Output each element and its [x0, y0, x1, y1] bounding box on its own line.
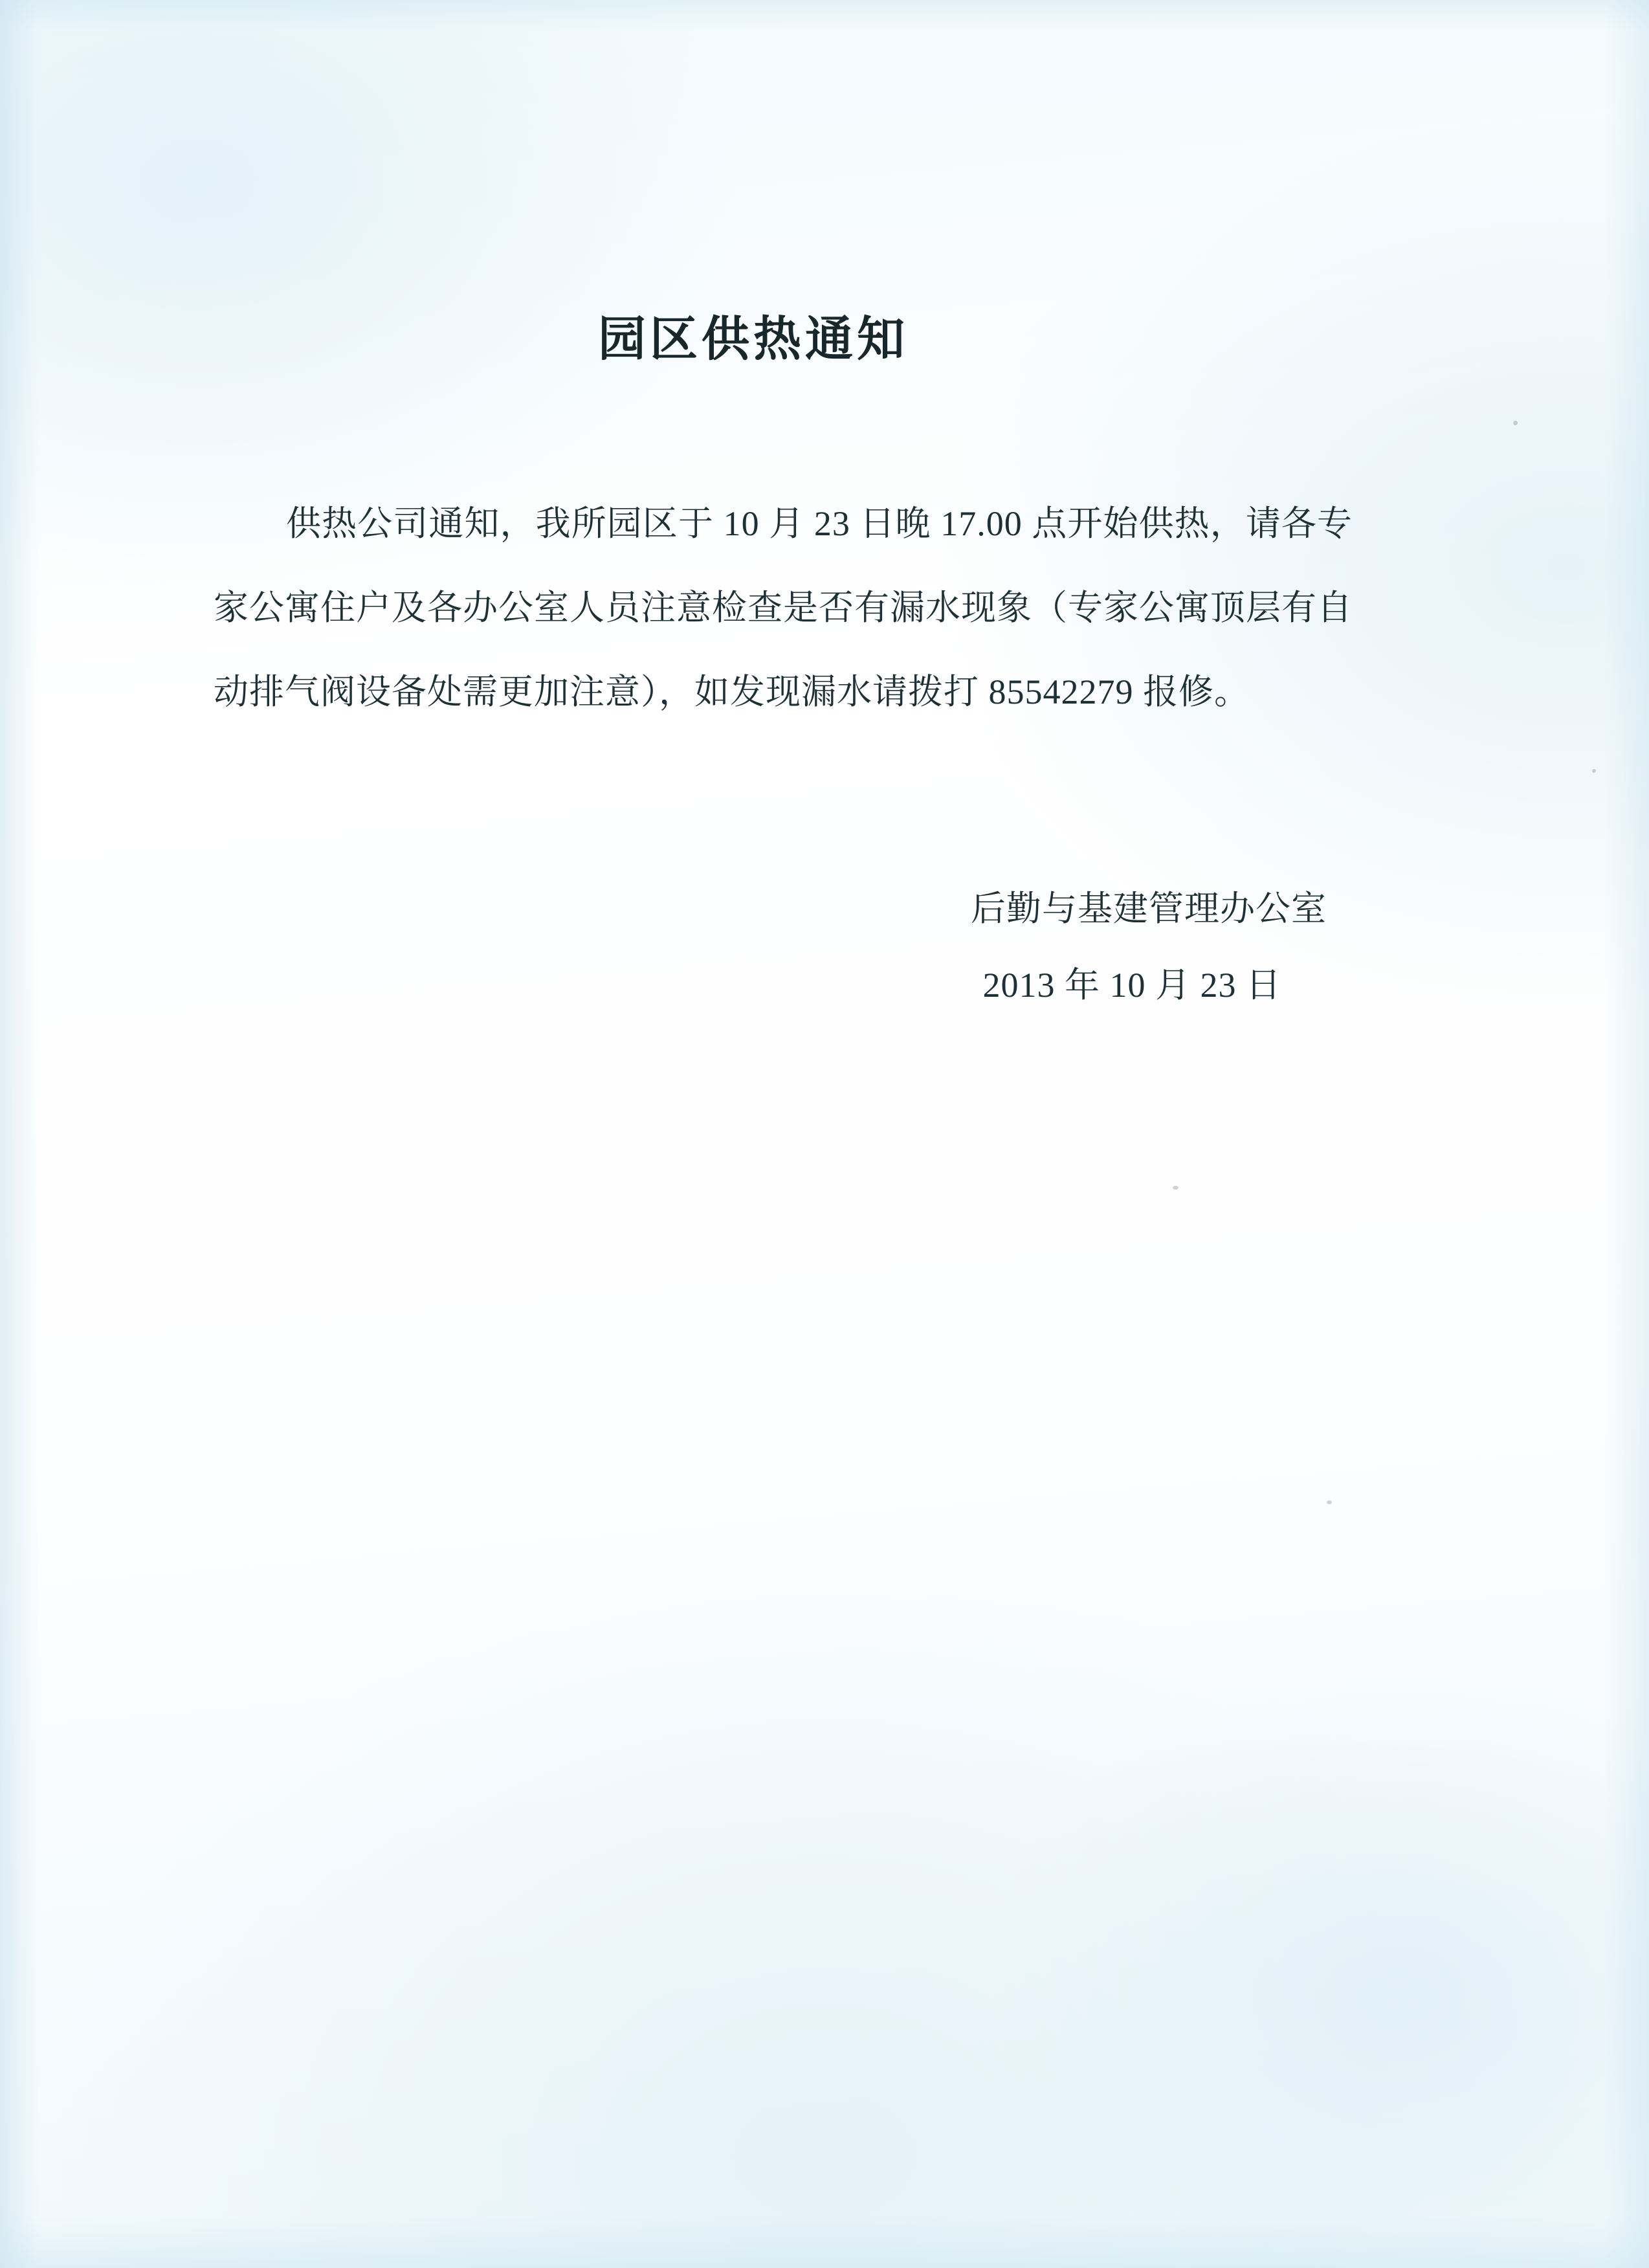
page-title: 园区供热通知 — [598, 311, 909, 367]
signature-date: 2013 年 10 月 23 日 — [982, 966, 1281, 1005]
signature-department: 后勤与基建管理办公室 — [971, 889, 1327, 928]
notice-body-paragraph: 供热公司通知，我所园区于 10 月 23 日晚 17.00 点开始供热，请各专家公寓住户及各办公室人员注意检查是否有漏水现象（专家公寓顶层有自动排气阀设备处需更加注意），如发现漏水请拨打 85542279 报修。 — [214, 504, 1353, 711]
signature-block — [214, 871, 1340, 1023]
